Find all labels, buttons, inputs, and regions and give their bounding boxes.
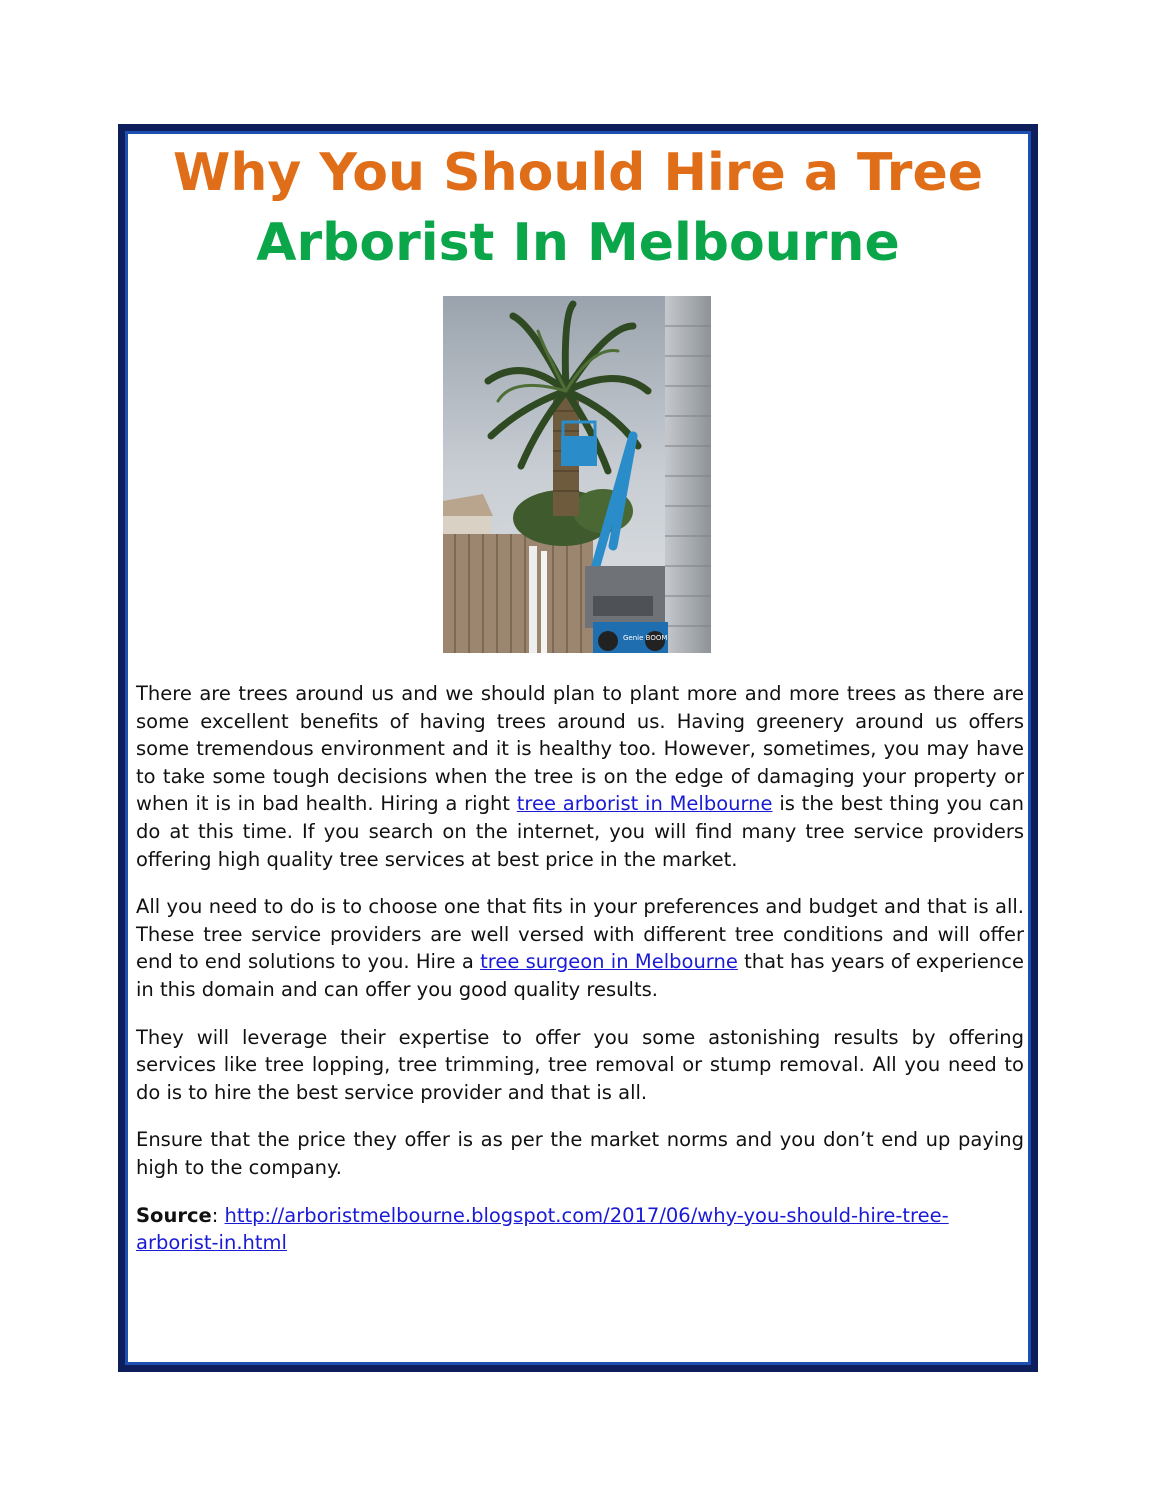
paragraph-1-text-start: There are trees around us and we should plan to plant more and more trees as there are some excellent benefits of having trees around us. Having greenery around us offers some tremendous environment and it is healthy too. However, sometimes, you may have to take some tough decisions when the tree is on the edge of damaging your property or when it is in bad health. Hiring a right — [136, 682, 1024, 816]
source-line — [136, 1202, 1024, 1257]
paragraph-4: Ensure that the price they offer is as per the market norms and you don’t end up paying high to the company. — [136, 1128, 1024, 1179]
source-link[interactable]: http://arboristmelbourne.blogspot.com/2017/06/why-you-should-hire-tree-arborist-in.html — [136, 1203, 949, 1255]
paragraph-2-text-end: that has years of experience in this domain and can offer you good quality results. — [136, 950, 1024, 1001]
paragraph-3: They will leverage their expertise to offer you some astonishing results by offering services like tree lopping, tree trimming, tree removal or stump removal. All you need to do is to hire the best service provider and that is all. — [136, 1025, 1024, 1104]
lift-brand-label: Genie BOOM — [623, 634, 668, 642]
tree-surgeon-link[interactable]: tree surgeon in Melbourne — [480, 950, 738, 974]
page-title — [0, 138, 1156, 278]
paragraph-2-text-start: All you need to do is to choose one that fits in your preferences and budget and that is all. These tree service providers are well versed with different tree conditions and will offer end to end solutions to you. Hire a — [136, 895, 1024, 974]
article-body — [136, 680, 1024, 1277]
tree-arborist-photo — [443, 296, 711, 653]
tree-arborist-link[interactable]: tree arborist in Melbourne — [516, 792, 773, 816]
paragraph-1 — [136, 680, 1024, 873]
paragraph-2 — [136, 893, 1024, 1003]
paragraph-1-text-end: is the best thing you can do at this time. If you search on the internet, you will find many tree service providers offering high quality tree services at best price in the market. — [136, 792, 1024, 871]
title-line-2: Arborist In Melbourne — [256, 213, 900, 273]
source-separator: : — [211, 1203, 225, 1227]
source-label: Source — [136, 1203, 212, 1227]
title-line-1: Why You Should Hire a Tree — [173, 143, 983, 203]
